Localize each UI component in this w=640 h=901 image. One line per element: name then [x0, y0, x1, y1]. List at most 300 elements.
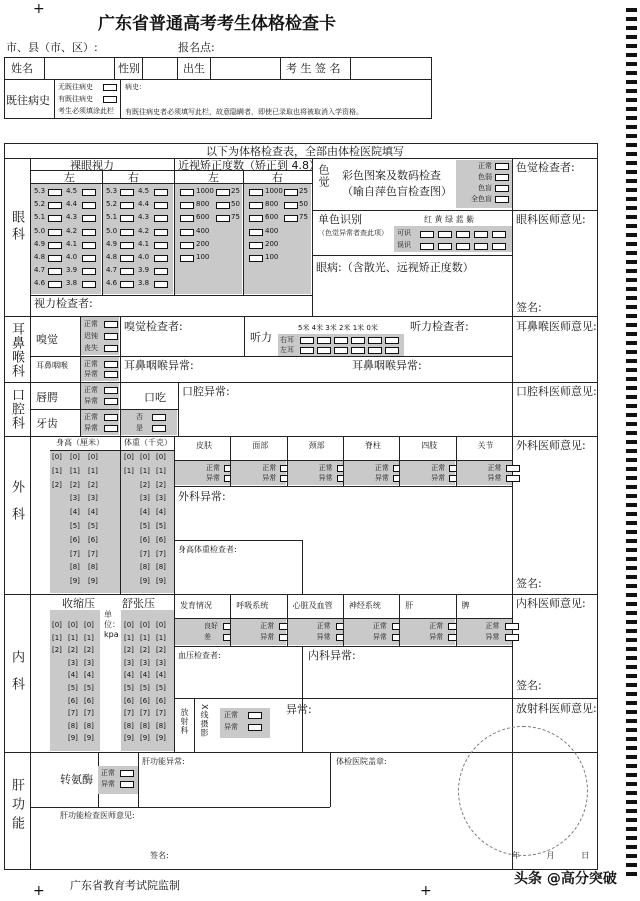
surgery-dept: 外科: [9, 480, 24, 534]
dia-digit: [3]: [124, 658, 134, 667]
correction-bubble[interactable]: [284, 189, 298, 196]
hearing-examiner: 听力检查者:: [410, 320, 469, 333]
color-examiner: 色觉检查者:: [516, 161, 575, 174]
mono-bubble[interactable]: [492, 243, 506, 250]
eye-doctor: 眼科医师意见:: [516, 213, 586, 226]
timing-mark: [626, 188, 637, 192]
dia-digit: [3]: [156, 658, 166, 667]
hearing-bubble[interactable]: [334, 347, 348, 354]
timing-mark: [626, 422, 637, 426]
acuity-bubble[interactable]: [154, 229, 168, 236]
timing-mark: [626, 701, 637, 705]
timing-mark: [626, 512, 637, 516]
acuity-value: 4.1: [138, 239, 150, 248]
timing-mark: [626, 530, 637, 534]
correction-bubble[interactable]: [284, 215, 298, 222]
history-yes-bubble[interactable]: [103, 96, 117, 103]
dia-digit: [8]: [140, 721, 150, 730]
liver-abn: 肝功能异常:: [142, 757, 185, 766]
hospital-stamp: 体检医院盖章:: [336, 757, 387, 766]
mono-bubble[interactable]: [420, 231, 434, 238]
acuity-value: 3.8: [138, 279, 150, 288]
weight-digit: [5]: [140, 522, 150, 530]
smell-option-bubble[interactable]: [104, 345, 118, 352]
correction-value: 25: [299, 187, 308, 195]
acuity-bubble[interactable]: [82, 242, 96, 249]
mono-bubble[interactable]: [474, 231, 488, 238]
mono-bubble[interactable]: [492, 231, 506, 238]
acuity-bubble[interactable]: [154, 202, 168, 209]
weight-digit: [4]: [156, 508, 166, 517]
acuity-bubble[interactable]: [48, 255, 62, 262]
height-digit: [0]: [70, 453, 80, 461]
nose-option-label: 正常: [84, 360, 98, 368]
correction-value: 25: [231, 187, 240, 195]
surgery-option: 正常: [262, 464, 277, 472]
surgery-option: 正常: [206, 464, 220, 472]
timing-mark: [626, 737, 637, 741]
hearing-bubble[interactable]: [385, 337, 399, 344]
sys-digit: [4]: [84, 671, 94, 680]
mono-bubble[interactable]: [456, 243, 470, 250]
acuity-value: 4.3: [138, 213, 150, 222]
dia-digit: [1]: [156, 633, 166, 642]
timing-mark: [626, 170, 637, 174]
weight-digit: [8]: [156, 563, 166, 572]
radio-abn: 异常:: [286, 703, 312, 716]
correction-bubble[interactable]: [216, 215, 230, 222]
acuity-bubble[interactable]: [120, 268, 134, 275]
correction-bubble[interactable]: [180, 255, 194, 262]
dia-digit: [7]: [156, 709, 166, 718]
acuity-value: 4.6: [34, 279, 46, 288]
timing-mark: [626, 296, 637, 300]
acuity-bubble[interactable]: [120, 255, 134, 262]
acuity-value: 5.3: [106, 187, 118, 195]
acuity-bubble[interactable]: [48, 215, 62, 222]
timing-mark: [626, 242, 637, 246]
dia-digit: [5]: [124, 684, 134, 692]
acuity-bubble[interactable]: [154, 242, 168, 249]
internal-col-opts: [175, 619, 230, 645]
acuity-value: 5.2: [34, 200, 46, 209]
oral-abn: 口腔异常:: [182, 385, 230, 398]
radio-label: 放射科: [180, 708, 189, 735]
surgery-bubble[interactable]: [506, 465, 520, 472]
xray-option-bubble[interactable]: [248, 724, 262, 731]
mono-bubble[interactable]: [438, 231, 452, 238]
smell-option-label: 丧失: [84, 344, 98, 352]
height-digit: [1]: [70, 466, 80, 475]
sys-digit: [6]: [84, 696, 94, 705]
acuity-value: 4.5: [66, 187, 78, 195]
acuity-bubble[interactable]: [82, 215, 96, 222]
acuity-value: 4.9: [34, 239, 46, 248]
lip-option-bubble[interactable]: [104, 398, 118, 405]
color-check: 彩色图案及数码检查: [342, 169, 441, 182]
surgery-col-opts: [231, 461, 286, 485]
teeth-option-label: 异常: [84, 424, 98, 432]
lip-option-bubble[interactable]: [104, 387, 118, 394]
color-option-label: 色弱: [478, 173, 492, 181]
correction-value: 50: [231, 200, 240, 209]
timing-mark: [626, 107, 637, 111]
sys-grid: [50, 610, 100, 751]
history-opt-yes: 有既往病史: [58, 95, 93, 103]
surgery-col-opts: [400, 461, 455, 485]
dia-digit: [5]: [156, 684, 166, 692]
timing-mark: [626, 791, 637, 795]
height-digit: [0]: [88, 453, 98, 461]
acuity-bubble[interactable]: [154, 215, 168, 222]
alt-option-label: 正常: [101, 769, 115, 777]
acuity-bubble[interactable]: [82, 189, 96, 196]
dia-digit: [8]: [156, 721, 166, 730]
acuity-value: 4.5: [138, 187, 150, 195]
correction-bubble[interactable]: [249, 229, 263, 236]
sys-digit: [5]: [68, 684, 78, 692]
registration-mark: +: [33, 883, 45, 899]
acuity-value: 4.0: [138, 253, 150, 261]
sys-digit: [6]: [68, 696, 78, 705]
stutter-option-bubble[interactable]: [152, 414, 166, 421]
weight-digit: [0]: [140, 453, 150, 461]
sys-digit: [2]: [52, 646, 62, 655]
site-label: 报名点:: [178, 41, 215, 54]
mono-bubble[interactable]: [456, 231, 470, 238]
sys-digit: [8]: [68, 721, 78, 730]
timing-mark: [626, 863, 637, 867]
timing-mark: [626, 566, 637, 570]
timing-mark: [626, 44, 637, 48]
smell-examiner: 嗅觉检查者:: [124, 320, 183, 333]
timing-mark: [626, 305, 637, 309]
history-none-bubble[interactable]: [103, 84, 117, 91]
history-note: 有既往病史者必须填写此栏，故意隐瞒者，即使已录取也将被取消入学资格。: [125, 108, 363, 116]
timing-mark: [626, 458, 637, 462]
height-digit: [3]: [70, 494, 80, 503]
acuity-value: 4.4: [66, 200, 78, 209]
mono-bubble[interactable]: [420, 243, 434, 250]
dia-digit: [1]: [140, 633, 150, 642]
mono-colors: 红 黄 绿 蓝 紫: [424, 215, 475, 224]
internal-bubble[interactable]: [505, 623, 519, 630]
weight-digit: [2]: [156, 480, 166, 489]
hearing-bubble[interactable]: [317, 347, 331, 354]
sys-digit: [2]: [84, 646, 94, 655]
correction-bubble[interactable]: [249, 202, 263, 209]
acuity-value: 5.1: [34, 213, 46, 222]
nose-option-bubble[interactable]: [104, 371, 118, 378]
xray-option-bubble[interactable]: [248, 712, 262, 719]
correction-bubble[interactable]: [249, 255, 263, 262]
timing-mark: [626, 332, 637, 336]
internal-option: 异常: [429, 633, 444, 641]
internal-col-opts: [400, 619, 455, 645]
internal-option: 差: [204, 633, 211, 641]
timing-mark: [626, 62, 637, 66]
internal-option: 异常: [316, 633, 331, 641]
ent-doctor: 耳鼻喉医师意见:: [516, 320, 597, 333]
acuity-bubble[interactable]: [120, 202, 134, 209]
surgery-col-header: 关节: [477, 441, 494, 450]
height-digit: [1]: [88, 466, 98, 475]
correction-bubble[interactable]: [216, 202, 230, 209]
sys-digit: [7]: [68, 709, 78, 718]
hearing-ear: 右耳: [280, 336, 294, 344]
hearing-bubble[interactable]: [368, 347, 382, 354]
height-digit: [3]: [88, 494, 98, 503]
timing-mark: [626, 854, 637, 858]
timing-mark: [626, 224, 637, 228]
acuity-bubble[interactable]: [120, 189, 134, 196]
acuity-bubble[interactable]: [48, 281, 62, 288]
timing-mark: [626, 665, 637, 669]
height-digit: [9]: [70, 577, 80, 586]
eye-disease: 眼病:（含散光、远视矫正度数）: [316, 261, 474, 274]
eye-sign: 签名:: [516, 301, 542, 314]
correction-bubble[interactable]: [180, 215, 194, 222]
height-digit: [8]: [70, 563, 80, 572]
acuity-bubble[interactable]: [120, 281, 134, 288]
acuity-bubble[interactable]: [82, 255, 96, 262]
smell-option-bubble[interactable]: [104, 321, 118, 328]
correction-bubble[interactable]: [216, 189, 230, 196]
surgery-option: 正常: [318, 464, 333, 472]
color-option-bubble[interactable]: [495, 185, 509, 192]
correction-bubble[interactable]: [284, 202, 298, 209]
acuity-value: 5.3: [34, 187, 46, 195]
timing-mark: [626, 476, 637, 480]
hearing-bubble[interactable]: [334, 337, 348, 344]
timing-mark: [626, 395, 637, 399]
timing-mark: [626, 161, 637, 165]
sys-digit: [0]: [68, 621, 78, 629]
lip-option-label: 异常: [84, 397, 98, 405]
acuity-bubble[interactable]: [154, 268, 168, 275]
diastolic-label: 舒张压: [122, 597, 155, 610]
height-digit: [7]: [88, 549, 98, 558]
timing-mark: [626, 584, 637, 588]
dia-digit: [5]: [140, 684, 150, 692]
color-option-label: 全色盲: [471, 195, 492, 203]
smell-label: 嗅觉: [36, 333, 58, 346]
acuity-bubble[interactable]: [82, 268, 96, 275]
internal-col-opts: [231, 619, 286, 645]
alt-option-label: 异常: [101, 780, 115, 788]
internal-option: 良好: [204, 622, 218, 630]
internal-option: 正常: [260, 622, 275, 630]
internal-col-opts: [457, 619, 512, 645]
color-option-bubble[interactable]: [495, 196, 509, 203]
smell-option-bubble[interactable]: [104, 333, 118, 340]
correction-bubble[interactable]: [249, 215, 263, 222]
correction-bubble[interactable]: [180, 242, 194, 249]
eye-right2-label: 右: [272, 171, 283, 184]
timing-mark: [626, 35, 637, 39]
dia-digit: [6]: [140, 696, 150, 705]
history-opt-note: 考生必须填涂此栏: [58, 107, 114, 115]
timing-mark: [626, 449, 637, 453]
internal-col-header: 肝: [405, 601, 414, 610]
height-digit: [6]: [70, 535, 80, 544]
timing-mark: [626, 764, 637, 768]
hearing-bubble[interactable]: [351, 347, 365, 354]
stutter-label: 口吃: [144, 391, 166, 404]
acuity-value: 5.0: [34, 226, 46, 235]
surgery-option: 正常: [374, 464, 389, 472]
acuity-bubble[interactable]: [154, 189, 168, 196]
history-label: 既往病史: [6, 94, 50, 107]
internal-bubble[interactable]: [505, 634, 519, 641]
surgery-option: 异常: [431, 474, 446, 482]
stamp-circle: [458, 726, 588, 856]
sys-digit: [0]: [84, 621, 94, 629]
birth-label: 出生: [183, 62, 205, 75]
sys-digit: [2]: [68, 646, 78, 655]
timing-mark: [626, 17, 637, 21]
timing-mark: [626, 836, 637, 840]
registration-mark: +: [33, 1, 45, 17]
timing-mark: [626, 692, 637, 696]
correction-bubble[interactable]: [249, 242, 263, 249]
alt-option-bubble[interactable]: [120, 781, 134, 788]
correction-value: 100: [196, 253, 210, 261]
sys-digit: [5]: [84, 684, 94, 692]
acuity-bubble[interactable]: [48, 189, 62, 196]
footer: 广东省教育考试院监制: [70, 879, 180, 892]
hearing-bubble[interactable]: [385, 347, 399, 354]
timing-mark: [626, 179, 637, 183]
dia-digit: [0]: [140, 621, 150, 629]
timing-mark: [626, 53, 637, 57]
hearing-bubble[interactable]: [300, 337, 314, 344]
surgery-bubble[interactable]: [506, 475, 520, 482]
sys-digit: [9]: [68, 734, 78, 743]
hearing-bubble[interactable]: [317, 337, 331, 344]
alt-label: 转氨酶: [60, 773, 93, 786]
timing-mark: [626, 80, 637, 84]
acuity-bubble[interactable]: [48, 268, 62, 275]
acuity-bubble[interactable]: [120, 229, 134, 236]
sys-digit: [1]: [84, 633, 94, 642]
mono-bubble[interactable]: [438, 243, 452, 250]
internal-col-header: 脾: [461, 601, 470, 610]
acuity-bubble[interactable]: [48, 242, 62, 249]
dia-digit: [4]: [156, 671, 166, 680]
surgery-option: 正常: [431, 464, 446, 472]
color-label: 色觉: [317, 164, 330, 188]
timing-mark: [626, 368, 637, 372]
acuity-value: 4.8: [34, 253, 46, 261]
surgery-option: 异常: [206, 474, 220, 482]
height-digit: [5]: [70, 522, 80, 530]
timing-mark: [626, 71, 637, 75]
acuity-bubble[interactable]: [48, 202, 62, 209]
timing-mark: [626, 314, 637, 318]
surgery-option: 异常: [374, 474, 389, 482]
hearing-bubble[interactable]: [368, 337, 382, 344]
correction-bubble[interactable]: [180, 202, 194, 209]
timing-mark: [626, 800, 637, 804]
timing-mark: [626, 125, 637, 129]
timing-mark: [626, 260, 637, 264]
stutter-option-bubble[interactable]: [152, 425, 166, 432]
color-option-bubble[interactable]: [495, 163, 509, 170]
dia-digit: [9]: [156, 734, 166, 743]
color-option-bubble[interactable]: [495, 174, 509, 181]
surgery-col-header: 四肢: [421, 441, 438, 450]
timing-mark: [626, 746, 637, 750]
acuity-bubble[interactable]: [154, 255, 168, 262]
hearing-bubble[interactable]: [300, 347, 314, 354]
hw-examiner: 身高体重检查者:: [178, 545, 237, 554]
correction-value: 200: [196, 239, 210, 248]
height-label: 身高（厘米）: [56, 438, 104, 447]
weight-digit: [8]: [140, 563, 150, 572]
weight-digit: [6]: [156, 535, 166, 544]
timing-mark: [626, 521, 637, 525]
acuity-bubble[interactable]: [48, 229, 62, 236]
watermark: 头条 @高分突破: [514, 871, 617, 887]
acuity-value: 3.9: [66, 266, 78, 275]
hearing-dist: 5米 4米 3米 2米 1米 0米: [298, 324, 378, 332]
correction-value: 600: [265, 213, 279, 222]
height-digit: [7]: [70, 549, 80, 558]
surgery-col-opts: [288, 461, 343, 485]
oral-dept: 口腔科: [9, 388, 24, 430]
acuity-value: 3.8: [66, 279, 78, 288]
internal-col-opts: [344, 619, 399, 645]
acuity-bubble[interactable]: [154, 281, 168, 288]
timing-mark: [626, 827, 637, 831]
correction-bubble[interactable]: [180, 229, 194, 236]
timing-mark: [626, 755, 637, 759]
dia-digit: [9]: [124, 734, 134, 743]
acuity-bubble[interactable]: [82, 229, 96, 236]
internal-col-header: 呼吸系统: [236, 601, 269, 610]
naked-vision-label: 裸眼视力: [70, 159, 114, 172]
mono-bubble[interactable]: [474, 243, 488, 250]
sys-digit: [4]: [68, 671, 78, 680]
timing-mark: [626, 404, 637, 408]
teeth-option-bubble[interactable]: [104, 425, 118, 432]
acuity-value: 5.1: [106, 213, 118, 222]
timing-mark: [626, 674, 637, 678]
dia-digit: [6]: [124, 696, 134, 705]
teeth-option-bubble[interactable]: [104, 414, 118, 421]
acuity-value: 5.0: [106, 226, 118, 235]
stutter-option-label: 是: [136, 424, 143, 432]
alt-option-bubble[interactable]: [120, 770, 134, 777]
correction-bubble[interactable]: [180, 189, 194, 196]
acuity-bubble[interactable]: [120, 242, 134, 249]
acuity-bubble[interactable]: [120, 215, 134, 222]
mono-row-err: 误识: [397, 241, 411, 249]
timing-mark: [626, 206, 637, 210]
timing-mark: [626, 503, 637, 507]
sys-digit: [1]: [68, 633, 78, 642]
dia-digit: [8]: [124, 721, 134, 730]
hearing-ear: 左耳: [280, 346, 294, 354]
nose-option-bubble[interactable]: [104, 361, 118, 368]
weight-digit: [3]: [140, 494, 150, 503]
acuity-bubble[interactable]: [82, 281, 96, 288]
surgery-col-opts: [457, 461, 512, 485]
hearing-bubble[interactable]: [351, 337, 365, 344]
acuity-bubble[interactable]: [82, 202, 96, 209]
correction-bubble[interactable]: [249, 189, 263, 196]
